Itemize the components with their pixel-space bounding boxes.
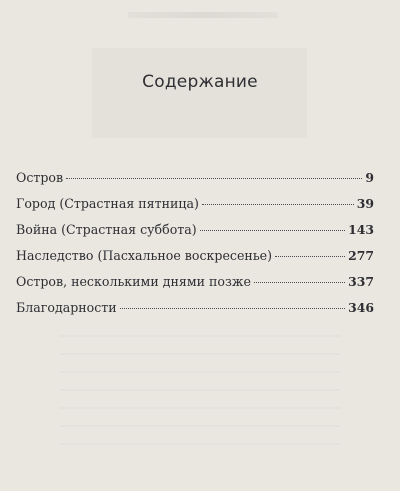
toc-entry-page: 277	[348, 248, 374, 263]
dot-leader	[202, 204, 354, 205]
toc-entry	[16, 196, 374, 222]
toc-entry-title: Наследство (Пасхальное воскресенье)	[16, 248, 273, 263]
table-of-contents	[16, 170, 374, 326]
toc-entry	[16, 170, 374, 196]
dot-leader	[120, 308, 345, 309]
show-through-block	[92, 48, 307, 138]
toc-entry-page: 337	[348, 274, 374, 289]
toc-entry	[16, 274, 374, 300]
toc-entry	[16, 222, 374, 248]
toc-entry-page: 143	[348, 222, 374, 237]
toc-entry-page: 39	[356, 196, 374, 211]
toc-entry-page: 9	[365, 170, 374, 185]
show-through-header	[128, 12, 278, 18]
toc-entry-title: Остров	[16, 170, 64, 185]
toc-entry-page: 346	[348, 300, 374, 315]
toc-entry	[16, 300, 374, 326]
page-title: Содержание	[142, 72, 258, 92]
toc-entry-title: Остров, несколькими днями позже	[16, 274, 251, 289]
dot-leader	[200, 230, 345, 231]
dot-leader	[254, 282, 345, 283]
show-through-text	[60, 335, 340, 455]
dot-leader	[66, 178, 362, 179]
toc-entry-title: Война (Страстная суббота)	[16, 222, 197, 237]
toc-entry-title: Город (Страстная пятница)	[16, 196, 199, 211]
toc-entry	[16, 248, 374, 274]
toc-entry-title: Благодарности	[16, 300, 117, 315]
dot-leader	[275, 256, 345, 257]
